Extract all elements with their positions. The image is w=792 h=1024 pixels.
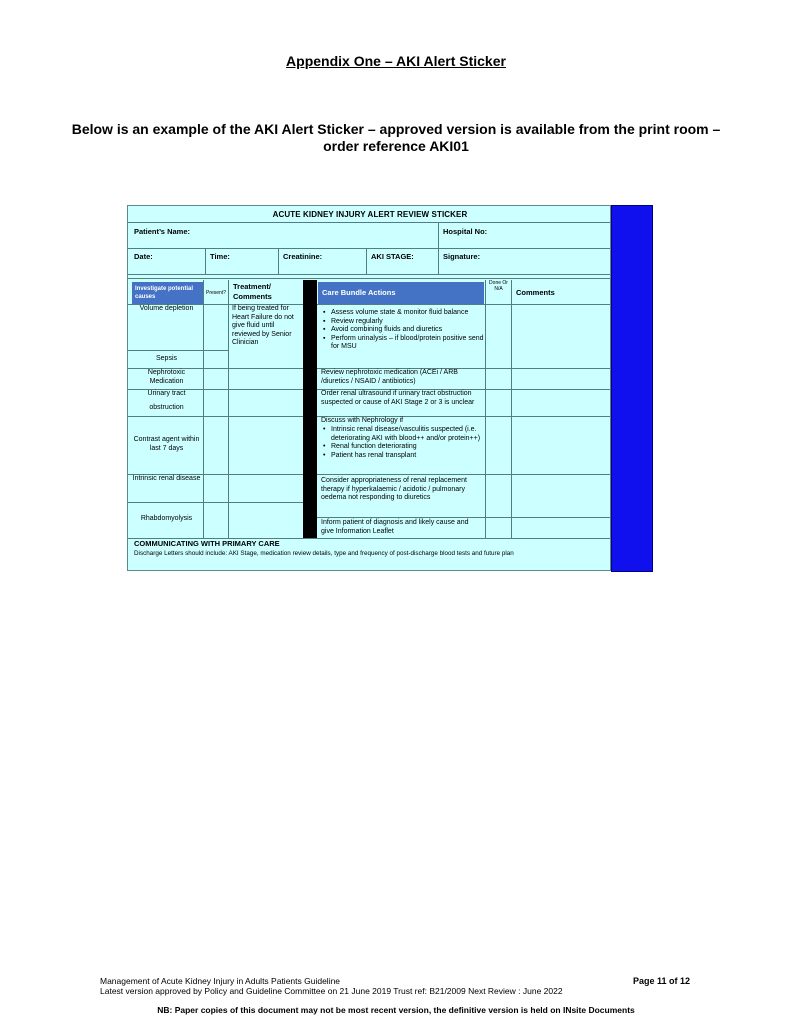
cause-nephrotoxic: Nephrotoxic Medication: [147, 369, 186, 385]
action-item: ▪ Assess volume state & monitor fluid balance: [331, 309, 486, 318]
header-investigate: Investigate potential causes: [132, 282, 203, 304]
cause-contrast: Contrast agent within last 7 days: [133, 436, 200, 452]
action-item: ▪ Review regularly: [331, 318, 486, 327]
aki-alert-sticker: [127, 205, 611, 571]
primary-care-text: Discharge Letters should include: AKI Stage, medication review details, type and frequency of post-discharge blood tests and future plan: [134, 550, 514, 557]
action-rrt: Consider appropriateness of renal replacement therapy if hyperkalaemic / acidotic / pulmonary oedema not responding to diuretics: [321, 477, 467, 502]
footer: [100, 976, 690, 996]
sticker-title: ACUTE KIDNEY INJURY ALERT REVIEW STICKER: [272, 210, 468, 219]
cause-urinary-1: Urinary tract: [147, 390, 186, 397]
patient-name-label: Patient’s Name:: [134, 227, 190, 236]
action-nephrotoxic: Review nephrotoxic medication (ACEi / ARB /diuretics / NSAID / antibiotics): [321, 369, 458, 385]
primary-care-title: COMMUNICATING WITH PRIMARY CARE: [134, 539, 280, 548]
hospital-no-label: Hospital No:: [443, 227, 488, 236]
aki-stage-label: AKI STAGE:: [371, 252, 414, 261]
header-comments: Comments: [516, 288, 555, 297]
cause-intrinsic: Intrinsic renal disease: [132, 475, 201, 482]
cause-volume-depletion: Volume depletion: [139, 305, 194, 312]
action-discuss-intro: Discuss with Nephrology if: [321, 417, 404, 424]
criteria-item: • Intrinsic renal disease/vasculitis suspected (i.e. deteriorating AKI with blood++ and/or protein++): [331, 426, 486, 443]
cause-urinary-2: obstruction: [149, 404, 184, 411]
footer-line-2: Latest version approved by Policy and Guideline Committee on 21 June 2019 Trust ref: B21/2009 Next Review : June 2022: [100, 986, 563, 996]
time-label: Time:: [210, 252, 230, 261]
treatment-note: If being treated for Heart Failure do not give fluid until reviewed by Senior Clinician: [232, 305, 294, 347]
page-number: Page 11 of 12: [632, 976, 690, 986]
cause-rhabdomyolysis: Rhabdomyolysis: [140, 515, 193, 522]
signature-label: Signature:: [443, 252, 481, 261]
fluid-actions-list: [321, 309, 486, 352]
footer-line-1: Management of Acute Kidney Injury in Adults Patients Guideline: [100, 976, 341, 986]
header-treatment: Treatment/ Comments: [233, 282, 272, 301]
appendix-title: Appendix One – AKI Alert Sticker: [286, 53, 506, 69]
sticker-side-bar: [611, 205, 653, 572]
action-item: ▪ Avoid combining fluids and diuretics: [331, 326, 486, 335]
creatinine-label: Creatinine:: [283, 252, 323, 261]
nephrology-criteria-list: [321, 426, 486, 460]
action-inform: Inform patient of diagnosis and likely cause and give Information Leaflet: [321, 519, 469, 535]
nb-notice: NB: Paper copies of this document may not be most recent version, the definitive version is held on INsite Documents: [157, 1005, 635, 1015]
header-present: Present?: [206, 290, 227, 296]
separator-bar: [303, 280, 317, 538]
criteria-item: • Patient has renal transplant: [331, 452, 486, 461]
header-done: Done Or N/A: [489, 280, 508, 292]
header-care-bundle: Care Bundle Actions: [318, 282, 484, 304]
cause-sepsis: Sepsis: [155, 355, 177, 362]
criteria-item: • Renal function deteriorating: [331, 443, 486, 452]
action-item: ▪ Perform urinalysis – if blood/protein positive send for MSU: [331, 335, 486, 352]
intro-text: Below is an example of the AKI Alert Sticker – approved version is available from the print room – order reference AKI01: [71, 121, 721, 154]
date-label: Date:: [134, 252, 153, 261]
action-ultrasound: Order renal ultrasound if urinary tract obstruction suspected or cause of AKI Stage 2 or 3 is unclear: [321, 390, 475, 406]
